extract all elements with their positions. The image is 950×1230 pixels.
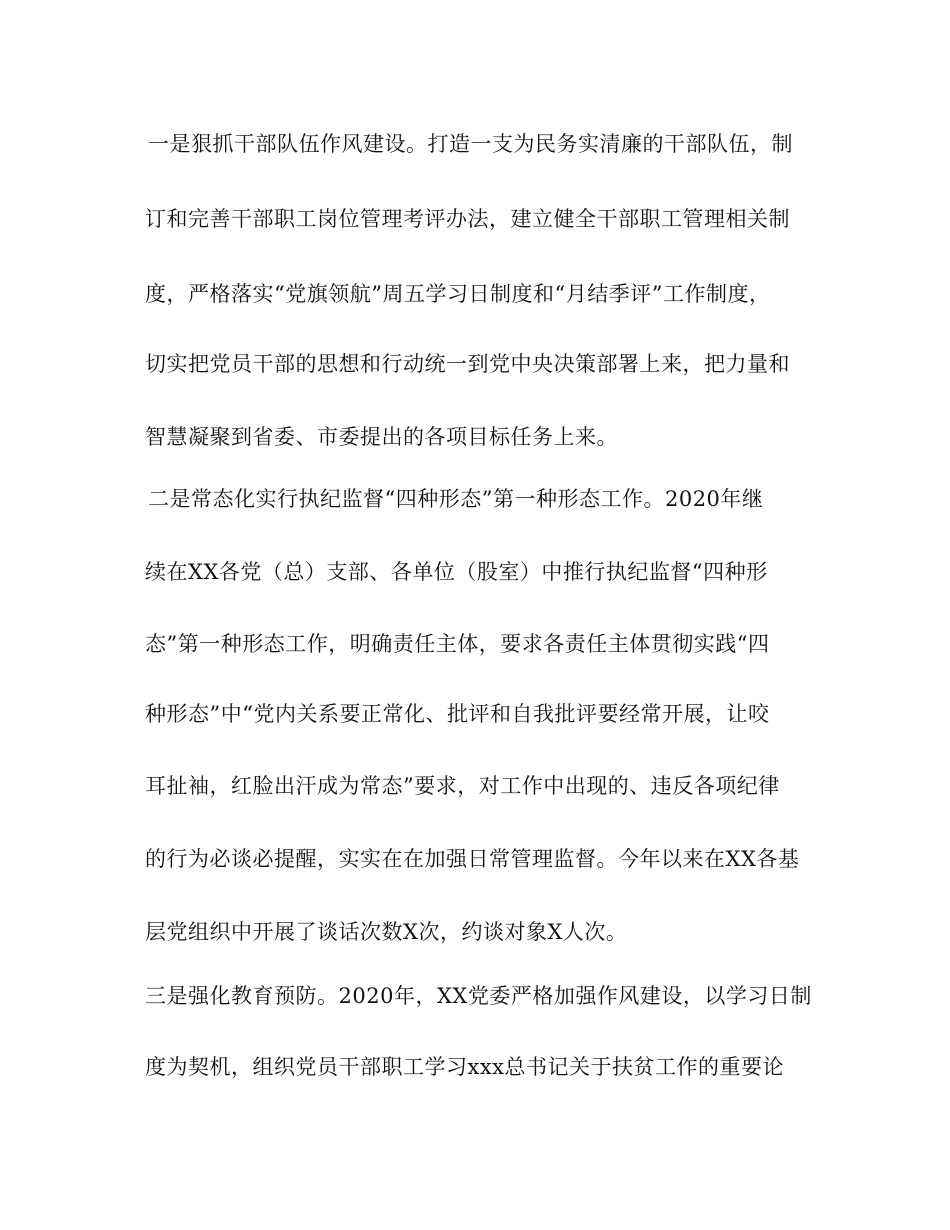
text-line-9: 种形态”中“党内关系要正常化、批评和自我批评要经常开展，让咬 (145, 702, 770, 726)
text-line-13: 三是强化教育预防。2020年，XX党委严格加强作风建设，以学习日制 (145, 984, 812, 1008)
text-line-5: 智慧凝聚到省委、市委提出的各项目标任务上来。 (145, 425, 618, 449)
text-line-7: 续在XX各党（总）支部、各单位（股室）中推行执纪监督“四种形 (145, 560, 768, 584)
text-line-4: 切实把党员干部的思想和行动统一到党中央决策部署上来，把力量和 (145, 352, 790, 376)
text-line-3: 度，严格落实“党旗领航”周五学习日制度和“月结季评”工作制度， (145, 282, 771, 306)
text-line-8: 态”第一种形态工作，明确责任主体，要求各责任主体贯彻实践“四 (145, 632, 770, 656)
text-line-14: 度为契机，组织党员干部职工学习xxx总书记关于扶贫工作的重要论 (145, 1055, 785, 1079)
text-line-2: 订和完善干部职工岗位管理考评办法，建立健全干部职工管理相关制 (145, 207, 790, 231)
text-line-12: 层党组织中开展了谈话次数X次，约谈对象X人次。 (145, 920, 628, 944)
text-line-1: 一是狠抓干部队伍作风建设。打造一支为民务实清廉的干部队伍，制 (148, 132, 793, 156)
text-line-10: 耳扯袖，红脸出汗成为常态”要求，对工作中出现的、违反各项纪律 (145, 774, 780, 798)
text-line-11: 的行为必谈必提醒，实实在在加强日常管理监督。今年以来在XX各基 (145, 847, 800, 871)
text-line-6: 二是常态化实行执纪监督“四种形态”第一种形态工作。2020年继 (148, 487, 764, 511)
